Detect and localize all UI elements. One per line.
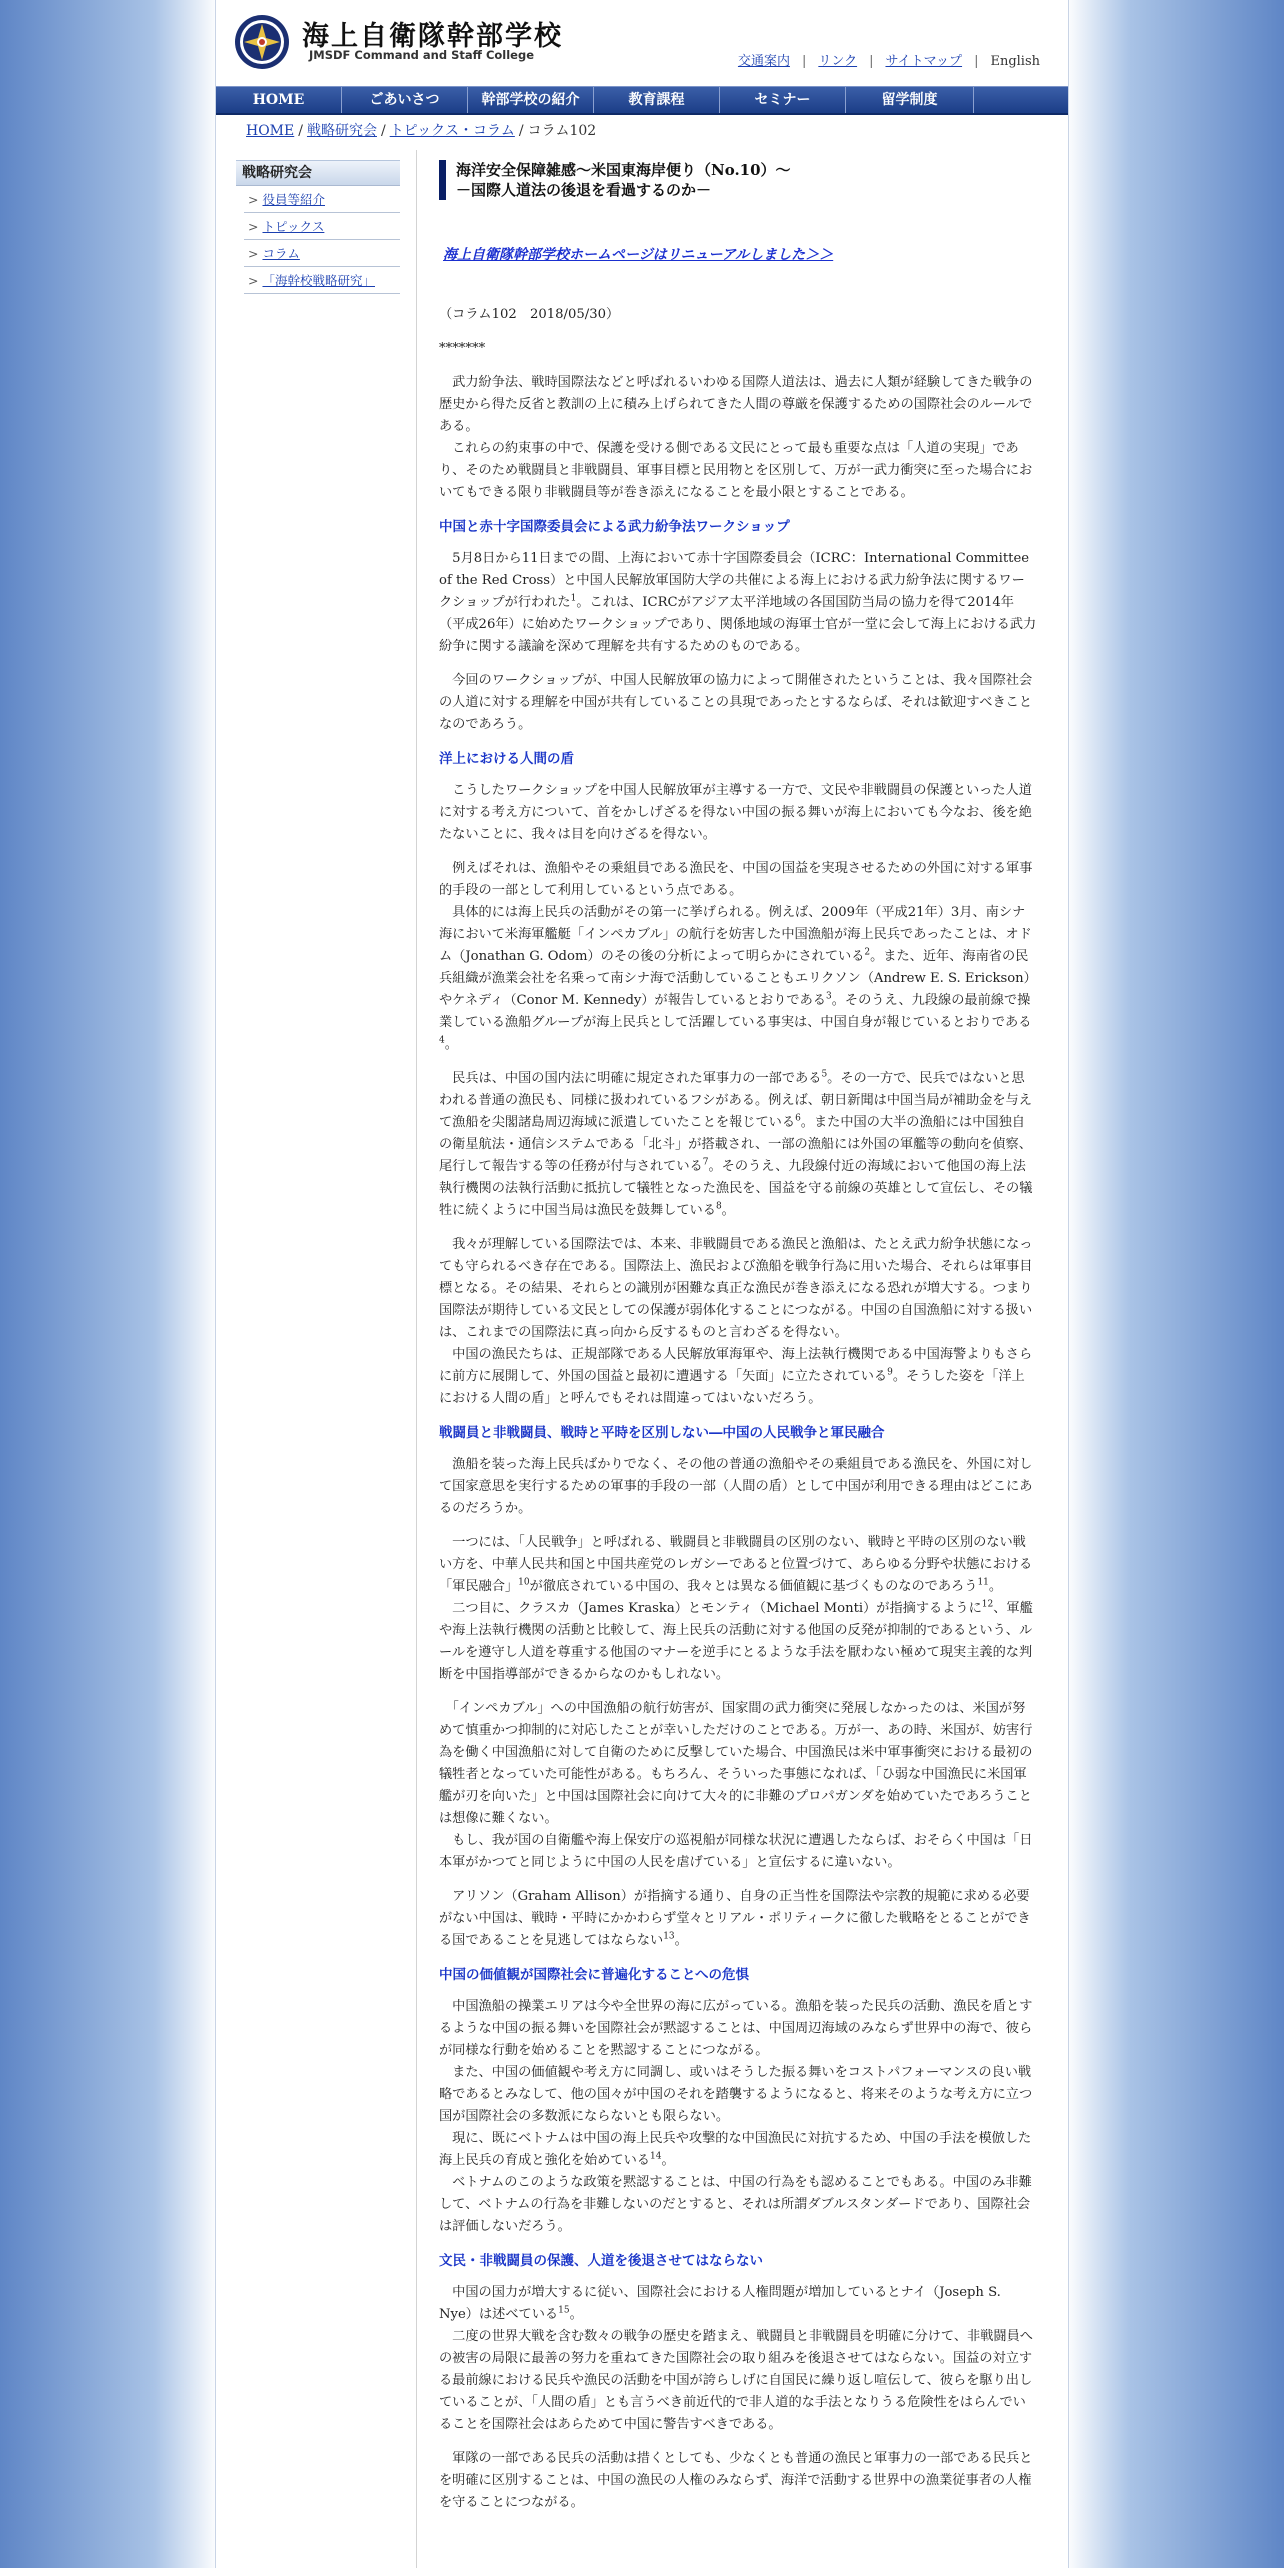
paragraph: アリソン（Graham Allison）が指摘する通り、自身の正当性を国際法や宗教的規範に求める必要がない中国は、戦時・平時にかかわらず堂々とリアル・ポリティークに徹した戦略をとることができる国であることを見逃してはならない$^{13}$。	[439, 1889, 1031, 1948]
section-heading: 戦闘員と非戦闘員、戦時と平時を区別しない―中国の人民戦争と軍民融合	[439, 1425, 885, 1441]
content-divider	[416, 150, 417, 2568]
sitemap-link[interactable]: サイトマップ	[885, 54, 963, 69]
paragraph: 武力紛争法、戦時国際法などと呼ばれるいわゆる国際人道法は、過去に人類が経験してきた戦争の歴史から得た反省と教訓の上に積み上げられてきた人間の尊厳を保護するための国際社会のルールである。 これらの約束事の中で、保護を受ける側である文民にとって最も重要な点は「人道の実現」であり、そのため戦闘員と非戦闘員、軍事目標と民用物とを区別して、万が一武力衝突に至った場合においてもできる限り非戦闘員等が巻き添えになることを最小限とすることである。	[439, 375, 1033, 500]
main-nav	[216, 86, 1068, 115]
sidebar-item-column[interactable]	[244, 240, 400, 267]
access-link[interactable]: 交通案内	[737, 54, 790, 69]
nav-seminar[interactable]: セミナー	[720, 87, 846, 113]
footnote-ref: 3	[826, 991, 832, 1002]
footnote-ref: 4	[439, 1035, 445, 1046]
footnote-ref: 12	[981, 1599, 994, 1610]
english-link[interactable]: English	[990, 54, 1040, 69]
paragraph: 漁船を装った海上民兵ばかりでなく、その他の普通の漁船やその乗組員である漁民を、外国に対して国家意思を実行するための軍事的手段の一部（人間の盾）として中国が利用できる理由はどこにあるのだろうか。	[439, 1457, 1033, 1516]
separator-stars: *******	[439, 341, 486, 356]
links-link[interactable]: リンク	[818, 54, 858, 69]
article-title-line2: －国際人道法の後退を看過するのか－	[456, 181, 712, 199]
footnote-ref: 1	[570, 593, 577, 604]
footnote-ref: 11	[977, 1577, 989, 1588]
sidebar-item-topics[interactable]	[244, 213, 400, 240]
article-title	[439, 160, 1037, 200]
section-heading: 中国の価値観が国際社会に普遍化することへの危惧	[439, 1967, 749, 1983]
paragraph: こうしたワークショップを中国人民解放軍が主導する一方で、文民や非戦闘員の保護といった人道に対する考え方について、首をかしげざるを得ない中国の振る舞いが海上においても今なお、後を絶たないことに、我々は目を向けざるを得ない。	[439, 783, 1032, 842]
school-emblem-icon[interactable]	[234, 14, 290, 70]
paragraph: 中国の国力が増大するに従い、国際社会における人権問題が増加しているとナイ（Joseph S. Nye）は述べている$^{15}$。 二度の世界大戦を含む数々の戦争の歴史を踏まえ、戦闘員と非戦闘員を明確に分けて、非戦闘員への被害の局限に最善の努力を重ねてきた国際社会の取り組みを後退させてはならない。国益の対立する最前線における民兵や漁民の活動を中国が誇らしげに自国民に繰り返し喧伝して、彼らを駆り出していることが、「人間の盾」とも言うべき前近代的で非人道的な手法となりうる危険性をはらんでいることを国際社会はあらためて中国に警告すべきである。	[439, 2285, 1033, 2432]
chevron-right-icon: >	[248, 273, 259, 288]
chevron-right-icon: >	[248, 246, 259, 261]
chevron-right-icon: >	[248, 192, 259, 207]
nav-about[interactable]: 幹部学校の紹介	[468, 87, 594, 113]
column-meta: （コラム102 2018/05/30）	[439, 307, 620, 322]
sidebar-title: 戦略研究会	[236, 160, 400, 186]
footnote-ref: 10	[518, 1577, 530, 1588]
nav-home[interactable]: HOME	[216, 87, 342, 113]
footnote-ref: 5	[821, 1069, 828, 1080]
paragraph: 一つには、「人民戦争」と呼ばれる、戦闘員と非戦闘員の区別のない、戦時と平時の区別のない戦い方を、中華人民共和国と中国共産党のレガシーであると位置づけて、あらゆる分野や状態における「軍民融合」$^{10}$が徹底されている中国の、我々とは異なる価値観に基づくものなのであろう$^{11}$。 二つ目に、クラスカ（James Kraska）とモンティ（Michael Monti）が指摘するように$^{12}$、軍艦や海上法執行機関の活動と比較して、海上民兵の活動に対する他国の反発が抑制的であるという、ルールを遵守し人道を尊重する他国のマナーを逆手にとるような手法を厭わない極めて現実主義的な判断を中国指導部ができるからなのかもしれない。	[439, 1535, 1033, 1682]
section-heading: 中国と赤十字国際委員会による武力紛争法ワークショップ	[439, 519, 790, 535]
site-header	[216, 0, 1068, 86]
renewal-notice	[443, 244, 1037, 266]
paragraph: 我々が理解している国際法では、本来、非戦闘員である漁民と漁船は、たとえ武力紛争状態になっても守られるべき存在である。国際法上、漁民および漁船を戦争行為に用いた場合、それらは軍事目標となる。その結果、それらとの識別が困難な真正な漁民が巻き添えになる恐れが増大する。つまり国際法が期待している文民としての保護が弱体化することにつながる。中国の自国漁船に対する扱いは、これまでの国際法に真っ向から反するものと言わざるを得ない。 中国の漁民たちは、正規部隊である人民解放軍海軍や、海上法執行機関である中国海警よりもさらに前方に展開して、外国の国益と最初に遭遇する「矢面」に立たされている$^9$。そうした姿を「洋上における人間の盾」と呼んでもそれは間違ってはいないだろう。	[439, 1237, 1033, 1406]
paragraph: 軍隊の一部である民兵の活動は措くとしても、少なくとも普通の漁民と軍事力の一部である民兵とを明確に区別することは、中国の漁民の人権のみならず、海洋で活動する世界中の漁業従事者の人権を守ることにつながる。	[439, 2451, 1033, 2510]
section-heading: 文民・非戦闘員の保護、人道を後退させてはならない	[439, 2253, 763, 2269]
breadcrumb-topics[interactable]: トピックス・コラム	[389, 123, 515, 139]
nav-curriculum[interactable]: 教育課程	[594, 87, 720, 113]
footnote-ref: 7	[702, 1157, 709, 1168]
renewal-link[interactable]: 海上自衛隊幹部学校ホームページはリニューアルしました＞＞	[443, 247, 834, 263]
breadcrumb: HOME / 戦略研究会 / トピックス・コラム / コラム102	[246, 123, 597, 139]
footnote-ref: 2	[864, 947, 871, 958]
nav-study-abroad[interactable]: 留学制度	[846, 87, 974, 113]
footnote-ref: 14	[650, 2151, 662, 2162]
article-title-line1: 海洋安全保障雑感～米国東海岸便り（No.10）～	[456, 161, 791, 179]
page	[215, 0, 1069, 2568]
paragraph: 例えばそれは、漁船やその乗組員である漁民を、中国の国益を実現させるための外国に対する軍事的手段の一部として利用しているという点である。 具体的には海上民兵の活動がその第一に挙げられる。例えば、2009年（平成21年）3月、南シナ海において米海軍艦艇「インペカブル」の航行を妨害した中国漁船が海上民兵であったことは、オドム（Jonathan G. Odom）のその後の分析によって明らかにされている$^2$。また、近年、海南省の民兵組織が漁業会社を名乗って南シナ海で活動していることもエリクソン（Andrew E. S. Erickson）やケネディ（Conor M. Kennedy）が報告しているとおりである$^3$。そのうえ、九段線の最前線で操業している漁船グループが海上民兵として活躍している事実は、中国自身が報じているとおりである$^4$。	[439, 861, 1037, 1052]
footnote-ref: 13	[663, 1931, 675, 1942]
paragraph: 今回のワークショップが、中国人民解放軍の協力によって開催されたということは、我々国際社会の人道に対する理解を中国が共有していることの具現であったとするならば、それは歓迎すべきことなのであろう。	[439, 673, 1033, 732]
article	[439, 160, 1037, 2526]
sidebar	[236, 160, 400, 294]
breadcrumb-strategy[interactable]: 戦略研究会	[306, 123, 377, 139]
site-title[interactable]: 海上自衛隊幹部学校	[302, 21, 563, 52]
nav-greeting[interactable]: ごあいさつ	[342, 87, 468, 113]
utility-links: 交通案内 | リンク | サイトマップ | English	[737, 54, 1040, 69]
sidebar-item-label[interactable]: 「海幹校戦略研究」	[262, 273, 375, 288]
sidebar-item-label[interactable]: トピックス	[262, 219, 325, 234]
paragraph: 中国漁船の操業エリアは今や全世界の海に広がっている。漁船を装った民兵の活動、漁民を盾とするような中国の振る舞いを国際社会が黙認することは、中国周辺海域のみならず世界中の海で、彼らが同様な行動を始めることを黙認することにつながる。 また、中国の価値観や考え方に同調し、或いはそうした振る舞いをコストパフォーマンスの良い戦略であるとみなして、他の国々が中国のそれを踏襲するようになると、将来そのような考え方に立つ国が国際社会の多数派にならないとも限らない。 現に、既にベトナムは中国の海上民兵や攻撃的な中国漁民に対抗するため、中国の手法を模倣した海上民兵の育成と強化を始めている$^{14}$。 ベトナムのこのような政策を黙認することは、中国の行為をも認めることでもある。中国のみ非難して、ベトナムの行為を非難しないのだとすると、それは所謂ダブルスタンダードであり、国際社会は評価しないだろう。	[439, 1999, 1033, 2234]
site-subtitle: JMSDF Command and Staff College	[309, 48, 534, 62]
paragraph: 「インペカブル」への中国漁船の航行妨害が、国家間の武力衝突に発展しなかったのは、米国が努めて慎重かつ抑制的に対応したことが幸いしただけのことである。万が一、あの時、米国が、妨害行為を働く中国漁船に対して自衛のために反撃していた場合、中国漁民は米中軍事衝突における最初の犠牲者となっていた可能性がある。もちろん、そういった事態になれば、「ひ弱な中国漁民に米国軍艦が刃を向いた」と中国は国際社会に向けて大々的に非難のプロパガンダを始めていたであろうことは想像に難くない。 もし、我が国の自衛艦や海上保安庁の巡視船が同様な状況に遭遇したならば、おそらく中国は「日本軍がかつてと同じように中国の人民を虐げている」と宣伝するに違いない。	[439, 1701, 1033, 1870]
sidebar-item-journal[interactable]	[244, 267, 400, 294]
breadcrumb-home[interactable]: HOME	[246, 123, 295, 139]
footnote-ref: 15	[558, 2305, 570, 2316]
paragraph: 民兵は、中国の国内法に明確に規定された軍事力の一部である$^5$。その一方で、民兵ではないと思われる普通の漁民も、同様に扱われているフシがある。例えば、朝日新聞は中国当局が補助金を与えて漁船を尖閣諸島周辺海域に派遣していたことを報じている$^6$。また中国の大半の漁船には中国独自の衛星航法・通信システムである「北斗」が搭載され、一部の漁船には外国の軍艦等の動向を偵察、尾行して報告する等の任務が付与されている$^7$。そのうえ、九段線付近の海域において他国の海上法執行機関の法執行活動に抵抗して犠牲となった漁民を、国益を守る前線の英雄として宣伝し、その犠牲に続くように中国当局は漁民を鼓舞している$^8$。	[439, 1069, 1033, 1218]
breadcrumb-current: コラム102	[527, 123, 597, 139]
sidebar-item-label[interactable]: コラム	[262, 246, 300, 261]
footnote-ref: 6	[795, 1113, 801, 1124]
article-body	[439, 372, 1037, 2514]
sidebar-item-officers[interactable]	[244, 186, 400, 213]
footnote-ref: 9	[887, 1367, 893, 1378]
section-heading: 洋上における人間の盾	[439, 751, 574, 767]
footnote-ref: 8	[715, 1201, 722, 1212]
chevron-right-icon: >	[248, 219, 259, 234]
paragraph: 5月8日から11日までの間、上海において赤十字国際委員会（ICRC：International Committee of the Red Cross）と中国人民解放軍国防大学の共催による海上における武力紛争法に関するワークショップが行われた$^1$。これは、ICRCがアジア太平洋地域の各国国防当局の協力を得て2014年（平成26年）に始めたワークショップであり、関係地域の海軍士官が一堂に会して海上における武力紛争に関する議論を深めて理解を共有するためのものである。	[439, 551, 1037, 654]
sidebar-item-label[interactable]: 役員等紹介	[262, 192, 325, 207]
